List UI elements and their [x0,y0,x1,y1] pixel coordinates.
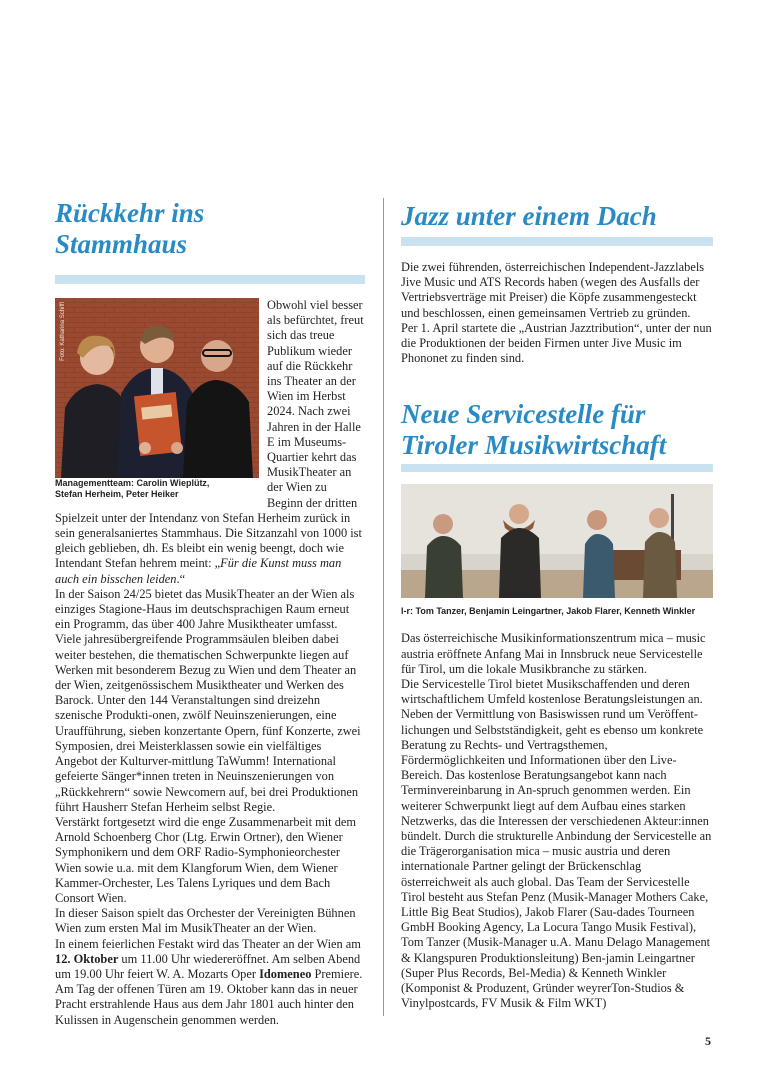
title-underline-bar [401,237,713,246]
article-title-jazz: Jazz unter einem Dach [401,201,657,231]
paragraph-3: Verstärkt fortgesetzt wird die enge Zusammenarbeit mit dem Arnold Schoenberg Chor (Ltg. Erwin Ortner), den Wiener Symphonikern und dem ORF Radio-Symphonieorchester Wien sowie u.a. mit dem Klangforum Wien, dem Wiener Kammer-Orchester, Les Talens Lyriques und dem Bach Consort Wien. [55,814,357,905]
paragraph-5-text-b: um 11.00 Uhr wiedereröffnet. Am selben Abend um 19.00 Uhr feiert W. A. Mozarts Oper [55,951,361,981]
article-title [55,198,365,260]
photo-caption: l-r: Tom Tanzer, Benjamin Leingartner, Jakob Flarer, Kenneth Winkler [401,606,696,617]
photo-illustration [55,298,259,478]
article-body-servicestelle [401,631,713,1011]
page-number: 5 [705,1034,711,1048]
management-team-photo [55,298,259,478]
column-divider [383,198,384,1016]
paragraph-1-text: Obwohl viel besser als befürchtet, freut sich das treue Publikum wieder auf die Rückkehr ins Theater an der Wien im Herbst 2024. Nach zwei Jahren in der Halle E im Museums-Quartier kehrt das MusikTheater an der Wien zu Beginn der dritten Spielzeit unter der Intendanz von Stefan Herheim zurück in sein generalsaniertes Stammhaus. Die Sitzanzahl von 1000 ist gleich geblieben, dh. Es bleibt ein wenig beengt, doch wie Intendant Stefan hehrem meint: „ [55,298,364,571]
service-paragraph-2: Die Servicestelle Tirol bietet Musikschaffenden und deren wirtschaftlichem Umfeld kostenlose Beratungsleistungen an. Neben der Vermittlung von Basiswissen rund um Veröffent-lichungen und Selbstständigkeit, geht es ebenso um konkrete Beratung zu Rechts- und Vertragsthemen, Fördermöglichkeiten und Informationen über den Live-Bereich. Das kostenlose Beratungsangebot kann nach Terminvereinbarung in An-spruch genommen werden. Ein weiterer Schwerpunkt liegt auf dem Aufbau eines starken Netzwerks, das die Interessen der verschiedenen Akteur:innen bündelt. Durch die strukturelle Anbindung der Servicestelle an die Trägerorganisation mica – music austria und deren internationale Partner gelingt der Brückenschlag österreichweit als auch global. Das Team der Servicestelle Tirol besteht aus Stefan Penz (Musik-Manager Mothers Cake, Little Big Beat Studios), Jakob Flarer (Sau-dades Tourneen GmbH Booking Agency, La Locura Tango Musik Festival), Tom Tanzer (Musik-Manager u.A. Manu Delago Management & Klangspuren Produktionsleitung) Ben-jamin Leingartner (Super Plus Records, Bel-Media) & Kenneth Winkler (Komponist & Produzent, Gründer weyrerTon-Studios & Vinylpostcards, FV Musik & Film WKT) [401,677,712,1011]
paragraph-5-text-c: Premiere. [311,966,363,981]
paragraph-5 [55,937,365,983]
article-title-servicestelle [401,399,713,461]
paragraph-6: Am Tag der offenen Türen am 19. Oktober kann das in neuer Pracht erstrahlende Haus aus dem Jahr 1801 auch hinter den Kulissen in Augenschein genommen werden. [55,982,358,1027]
servicestelle-team-photo [401,484,713,598]
reopening-date: 12. Oktober [55,951,119,966]
caption-line-2: Stefan Herheim, Peter Heiker [55,489,179,499]
service-paragraph-1: Das österreichische Musikinformationszentrum mica – music austria eröffnete Anfang Mai in Innsbruck neue Servicestelle für Tirol, um die lokale Musikbranche zu stärken. [401,631,706,676]
paragraph-4: In dieser Saison spielt das Orchester der Vereinigten Bühnen Wien zum ersten Mal im MusikTheater an der Wien. [55,906,356,936]
article-servicestelle [401,399,713,1011]
title-line-2: Tiroler Musikwirtschaft [401,430,667,461]
paragraph-1-end: .“ [176,571,186,586]
title-underline-bar [401,464,713,472]
caption-line-1: Managementteam: Carolin Wieplütz, [55,478,210,488]
quote: Für die Kunst muss man auch ein bisschen leiden [55,556,342,586]
paragraph-2: In der Saison 24/25 bietet das MusikTheater an der Wien als einziges Stagione-Haus im deutschsprachigen Raum erneut ein Programm, das über 400 Jahre Musiktheater umfasst. Viele jahresübergreifende Programmsäulen bleiben dabei weiter bestehen, die thematischen Schwerpunkte liegen auf Werken mit besonderem Bezug zu Wien und dem Theater an der Wien, zeitgenössischem Musiktheater und Werken des Barock. Unter den 144 Veranstaltungen sind dreizehn szenische Produkti-onen, zwölf Neuinszenierungen, eine Uraufführung, sieben konzertante Opern, fünf Konzerte, zwei Symposien, drei Meisterklassen sowie ein vielfältiges Angebot der Kulturver-mittlung TaWumm! International gefeierte Sänger*innen treten in Neuinszenierungen von „Rückkehrern“ sowie Newcomern auf, bei drei Produktionen führt Hausherr Stefan Herheim selbst Regie. [55,586,361,814]
title-line-2: Stammhaus [55,229,188,259]
jazz-paragraph-1: Die zwei führenden, österreichischen Independent-Jazzlabels Jive Music und ATS Records haben (wegen des Ausfalls der Vertriebsverträge mit Preiser) die Köpfe zusammengesteckt und beschlossen, einen gemeinsamen Vertrieb zu gründen. [401,260,705,320]
jazz-paragraph-2: Per 1. April startete die „Austrian Jazztribution“, unter der nun die Produktionen der beiden Firmen unter Jive Music im Phononet zu finden sind. [401,320,712,366]
title-underline-bar [55,275,365,284]
figure [55,298,259,500]
photo-credit: Foto: Katharina Schiffl [60,302,66,361]
title-line-1: Neue Servicestelle für [401,399,646,430]
opera-title: Idomeneo [259,966,312,981]
right-column [401,198,713,1012]
article-body-jazz [401,260,713,366]
title-line-1: Rückkehr ins [55,198,205,228]
article-jazz [401,201,713,366]
photo-illustration [401,484,713,598]
article-rueckkehr [55,198,365,1028]
paragraph-5-text-a: In einem feierlichen Festakt wird das Theater an der Wien am [55,936,361,951]
article-body [55,298,365,1028]
